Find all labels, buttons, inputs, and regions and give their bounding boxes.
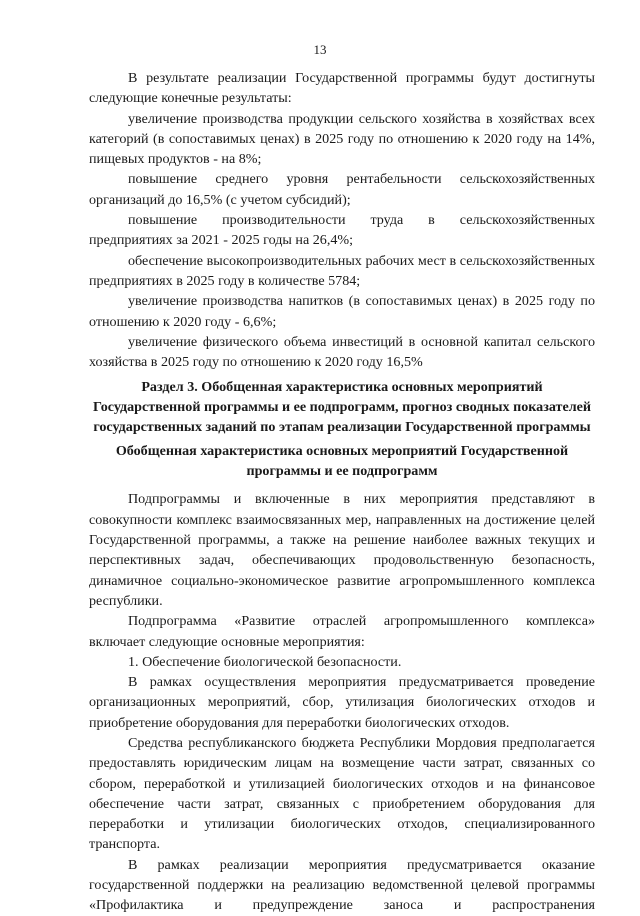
paragraph: увеличение физического объема инвестиций в основной капитал сельского хозяйства в 2025 году по отношению к 2020 году 16,5%	[89, 333, 595, 371]
paragraph: В результате реализации Государственной программы будут достигнуты следующие конечные результаты:	[89, 70, 595, 107]
paragraph: обеспечение высокопроизводительных рабочих мест в сельскохозяйственных предприятиях в 2025 году в количестве 5784;	[89, 252, 595, 289]
paragraph: увеличение производства напитков (в сопоставимых ценах) в 2025 году по отношению к 2020 году - 6,6%;	[89, 293, 595, 330]
paragraph: Подпрограмма «Развитие отраслей агропромышленного комплекса» включает следующие основные мероприятия:	[89, 613, 595, 650]
subsection-heading: Обобщенная характеристика основных мероприятий Государственной программы и ее подпрограмм	[115, 443, 569, 479]
paragraph: В рамках реализации мероприятия предусматривается оказание государственной поддержки на реализацию ведомственной целевой программы «Профилактика и предупреждение заноса и распространения	[89, 856, 595, 914]
paragraph: Средства республиканского бюджета Республики Мордовия предполагается предоставлять юридическим лицам на возмещение части затрат, связанных со сбором, переработкой и утилизацией биологических отходов и на финансовое обеспечение части затрат, связанных с приобретением оборудования для переработки и утилизации биологических отходов, специализированного транспорта.	[89, 734, 595, 853]
paragraph: 1. Обеспечение биологической безопасности.	[128, 653, 402, 670]
paragraph: повышение производительности труда в сельскохозяйственных предприятиях за 2021 - 2025 годы на 26,4%;	[89, 212, 595, 249]
paragraph: В рамках осуществления мероприятия предусматривается проведение организационных мероприятий, сбор, утилизация биологических отходов и приобретение оборудования для переработки биологических отходов.	[89, 674, 595, 731]
document-body	[89, 68, 595, 916]
paragraph: Подпрограммы и включенные в них мероприятия представляют в совокупности комплекс взаимосвязанных мер, направленных на достижение целей Государственной программы, а также на решение наиболее важных текущих и перспективных задач, обеспечивающих продовольственную безопасность, динамичное социально-экономическое развитие агропромышленного комплекса республики.	[89, 491, 595, 609]
paragraph: увеличение производства продукции сельского хозяйства в хозяйствах всех категорий (в сопоставимых ценах) в 2025 году по отношению к 2020 году на 14%, пищевых продуктов - на 8%;	[89, 110, 595, 168]
page-number: 13	[313, 42, 327, 57]
section-heading: Раздел 3. Обобщенная характеристика основных мероприятий Государственной программы и ее подпрограмм, прогноз сводных показателей государственных заданий по этапам реализации Государственной программы	[92, 379, 592, 435]
paragraph: повышение среднего уровня рентабельности сельскохозяйственных организаций до 16,5% (с учетом субсидий);	[89, 171, 595, 208]
